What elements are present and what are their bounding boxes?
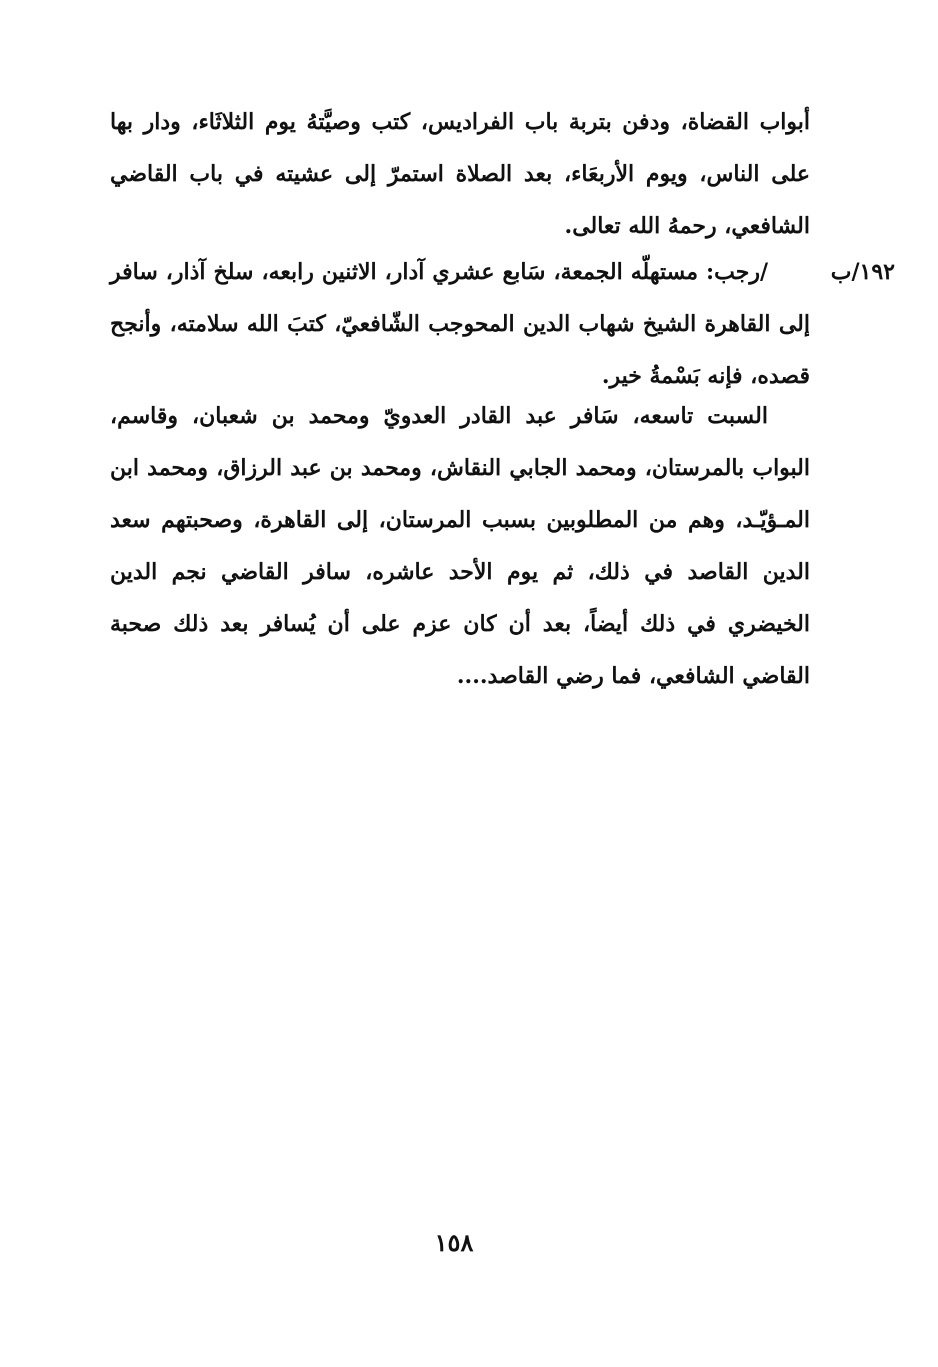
folio-margin-note: ١٩٢/ب [830,259,895,285]
paragraph-3 [110,390,810,702]
page-number: ١٥٨ [434,1228,474,1257]
paragraph-1-text: أبواب القضاة، ودفن بتربة باب الفراديس، كتب وصيَّتهُ يوم الثلاثَاء، ودار بها على الناس، ويوم الأربعَاء، بعد الصلاة استمرّ إلى عشيته في باب القاضي الشافعي، رحمهُ الله تعالى. [110,109,810,239]
paragraph-2-text: /رجب: مستهلّه الجمعة، سَابع عشري آدار، الاثنين رابعه، سلخ آذار، سافر إلى القاهرة الشيخ شهاب الدين المحوجب الشّافعيّ، كتبَ الله سلامته، وأنجح قصده، فإنه بَسْمةُ خير. [110,259,810,389]
paragraph-1 [110,96,810,252]
paragraph-3-text: السبت تاسعه، سَافر عبد القادر العدويّ ومحمد بن شعبان، وقاسم، البواب بالمرستان، ومحمد الجابي النقاش، ومحمد بن عبد الرزاق، ومحمد ابن المـؤيّـد، وهم من المطلوبين بسبب المرستان، إلى القاهرة، وصحبتهم سعد الدين القاصد في ذلك، ثم يوم الأحد عاشره، سافر القاضي نجم الدين الخيضري في ذلك أيضاً، بعد أن كان عزم على أن يُسافر بعد ذلك صحبة القاضي الشافعي، فما رضي القاصد.... [110,403,810,689]
paragraph-2 [110,246,810,402]
